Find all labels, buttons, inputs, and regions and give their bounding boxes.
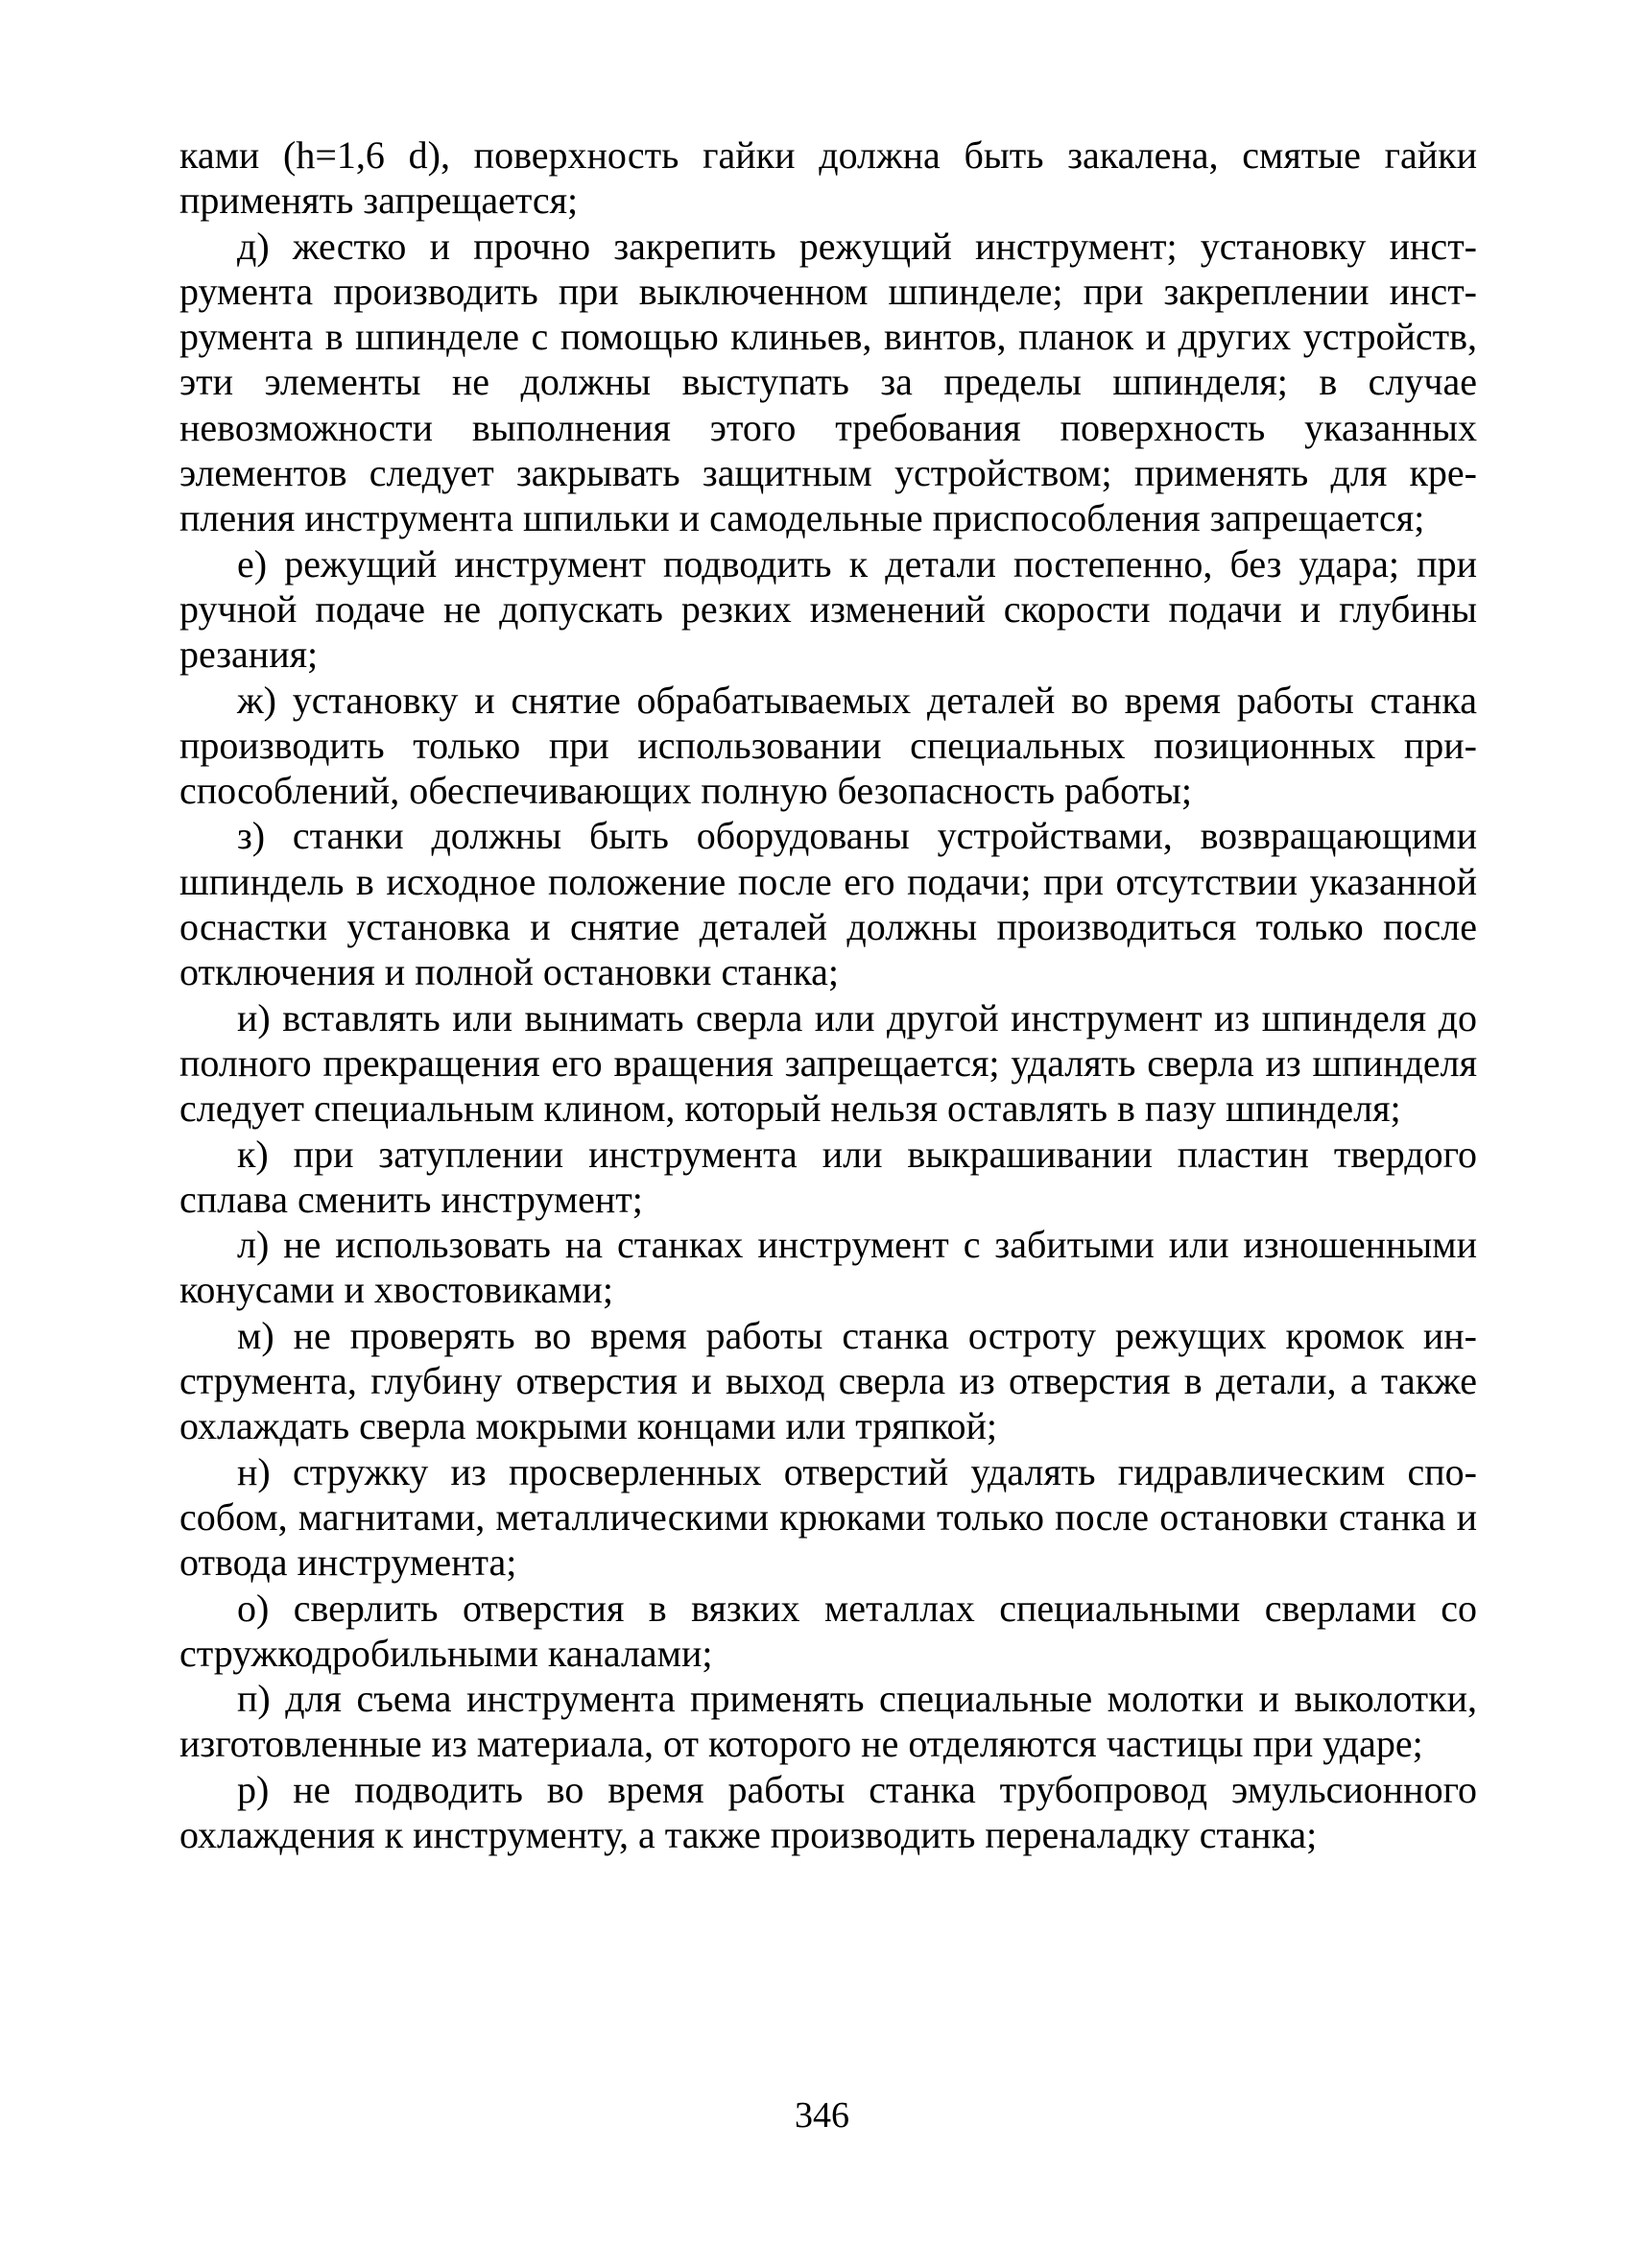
paragraph-item-k: к) при затуплении инструмента или выкрашивании пластин твердого сплава сменить инструмент; (179, 1132, 1477, 1221)
paragraph-item-r: р) не подводить во время работы станка трубопровод эмульсионного охлаждения к инструменту, а также производить переналадку станка; (179, 1767, 1477, 1856)
paragraph-item-d: д) жестко и прочно закрепить режущий инструмент; установку инструмента производить при выключенном шпинделе; при закреплении инструмента в шпинделе с помощью клиньев, винтов, планок и других устройств, эти элементы не должны выступать за пределы шпинделя; в случае невозможности выполнения этого требования поверхность указанных элементов следует закрывать защитным устройством; применять для крепления инструмента шпильки и самодельные приспособления запрещается; (179, 224, 1477, 540)
paragraph-item-i: и) вставлять или вынимать сверла или другой инструмент из шпинделя до полного прекращения его вращения запрещается; удалять сверла из шпинделя следует специальным клином, который нельзя оставлять в пазу шпинделя; (179, 995, 1477, 1131)
paragraph-item-p: п) для съема инструмента применять специальные молотки и выколотки, изготовленные из материала, от которого не отделяются частицы при ударе; (179, 1677, 1477, 1766)
paragraph-continuation: ками (h=1,6 d), поверхность гайки должна быть закалена, смятые гайки применять запрещается; (179, 133, 1477, 223)
paragraph-item-o: о) сверлить отверстия в вязких металлах специальными сверлами со стружкодробильными каналами; (179, 1586, 1477, 1675)
paragraph-item-l: л) не использовать на станках инструмент с забитыми или изношенными конусами и хвостовиками; (179, 1223, 1477, 1312)
paragraph-item-e: е) режущий инструмент подводить к детали постепенно, без удара; при ручной подаче не допускать резких изменений скорости подачи и глубины резания; (179, 541, 1477, 677)
paragraph-item-n: н) стружку из просверленных отверстий удалять гидравлическим способом, магнитами, металлическими крюками только после остановки станка и отвода инструмента; (179, 1449, 1477, 1585)
page-number: 346 (795, 2095, 849, 2136)
paragraph-item-zh: ж) установку и снятие обрабатываемых деталей во время работы станка производить только при использовании специальных позиционных приспособлений, обеспечивающих полную безопасность работы; (179, 678, 1477, 813)
paragraph-item-m: м) не проверять во время работы станка остроту режущих кромок инструмента, глубину отверстия и выход сверла из отверстия в детали, а также охлаждать сверла мокрыми концами или тряпкой; (179, 1313, 1477, 1448)
body-text (179, 132, 1477, 1857)
paragraph-item-z: з) станки должны быть оборудованы устройствами, возвращающими шпиндель в исходное положение после его подачи; при отсутствии указанной оснастки установка и снятие деталей должны производиться только после отключения и полной остановки станка; (179, 814, 1477, 994)
